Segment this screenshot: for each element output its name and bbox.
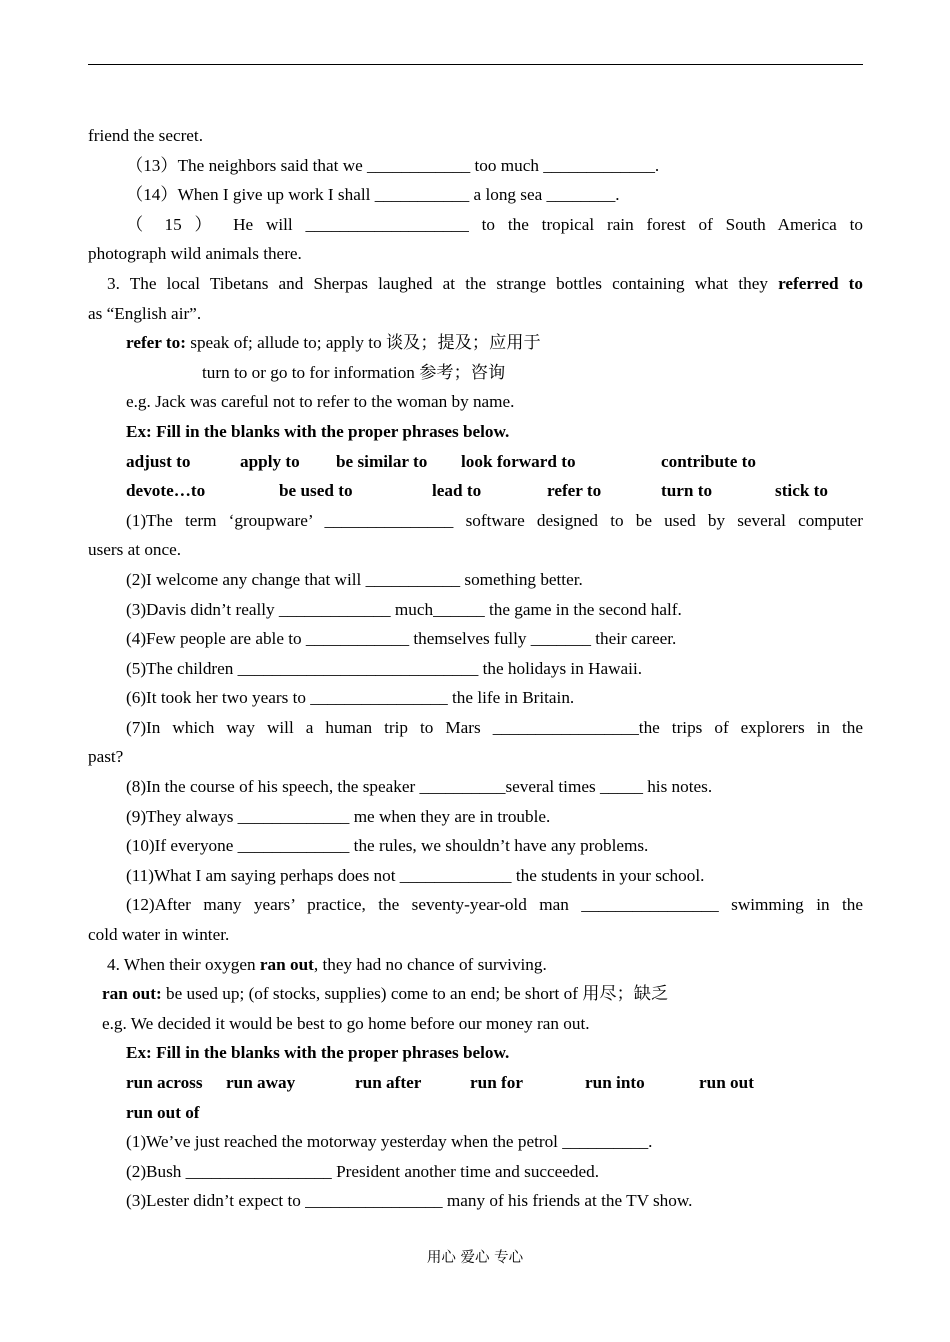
definition-refer-to: refer to: speak of; allude to; apply to 谈及；提及；应用于 — [126, 333, 541, 353]
exercise-item-2: (2)I welcome any change that will ___________ something better. — [126, 569, 583, 589]
phrase: run after — [355, 1073, 422, 1092]
exercise-item-9: (9)They always _____________ me when they are in trouble. — [126, 806, 551, 826]
definition-refer-to-2: turn to or go to for information 参考；咨询 — [202, 362, 506, 382]
exercise-item-12: (12)After many years’ practice, the seventy-year-old man ________________ swimming in the — [126, 895, 863, 915]
phrase: be used to — [279, 481, 353, 501]
phrase-row-1 — [88, 1068, 863, 1098]
section-3-intro-cont: as “English air”. — [88, 303, 202, 323]
phrase: run out — [699, 1073, 754, 1092]
page-footer: 用心 爱心 专心 — [426, 1250, 524, 1266]
text-line: friend the secret. — [88, 126, 204, 145]
phrase: stick to — [775, 481, 828, 501]
phrase: contribute to — [661, 451, 756, 471]
phrase: devote…to — [126, 481, 206, 501]
header-rule — [88, 64, 863, 65]
exercise-title: Ex: Fill in the blanks with the proper phrases below. — [126, 421, 510, 441]
example-sentence: e.g. We decided it would be best to go home before our money ran out. — [102, 1013, 590, 1033]
phrase-row-2 — [88, 1098, 863, 1128]
phrase-row-1 — [88, 447, 863, 477]
exercise-item-11: (11)What I am saying perhaps does not _____________ the students in your school. — [126, 865, 705, 885]
exercise-item-1: (1)We’ve just reached the motorway yesterday when the petrol __________. — [126, 1132, 653, 1152]
section-4-intro: 4. When their oxygen ran out, they had no chance of surviving. — [107, 954, 547, 974]
phrase: look forward to — [461, 451, 576, 471]
exercise-item-1-cont: users at once. — [88, 540, 182, 560]
example-sentence: e.g. Jack was careful not to refer to the woman by name. — [126, 392, 515, 412]
exercise-item-12-cont: cold water in winter. — [88, 925, 230, 945]
phrase: run for — [470, 1073, 523, 1092]
question-15-cont: photograph wild animals there. — [88, 244, 302, 264]
question-15: （ 15 ） He will ___________________ to the tropical rain forest of South America to — [126, 214, 863, 234]
exercise-item-3: (3)Davis didn’t really _____________ much______ the game in the second half. — [126, 599, 682, 619]
exercise-item-1: (1)The term ‘groupware’ _______________ software designed to be used by several computer — [126, 510, 863, 530]
phrase: apply to — [240, 451, 300, 471]
exercise-title: Ex: Fill in the blanks with the proper phrases below. — [126, 1043, 510, 1063]
exercise-item-6: (6)It took her two years to ________________ the life in Britain. — [126, 688, 575, 708]
phrase: refer to — [547, 481, 602, 501]
exercise-item-8: (8)In the course of his speech, the speaker __________several times _____ his notes. — [126, 777, 713, 797]
exercise-item-7: (7)In which way will a human trip to Mars _________________the trips of explorers in the — [126, 717, 863, 737]
definition-ran-out: ran out: be used up; (of stocks, supplies) come to an end; be short of 用尽；缺乏 — [102, 984, 669, 1004]
phrase: run across — [126, 1073, 203, 1092]
phrase: run away — [226, 1073, 296, 1092]
document-body — [88, 121, 863, 1216]
phrase: turn to — [661, 481, 713, 501]
phrase: lead to — [432, 481, 482, 501]
question-14: （14）When I give up work I shall ___________ a long sea ________. — [126, 185, 620, 205]
exercise-item-2: (2)Bush _________________ President another time and succeeded. — [126, 1161, 600, 1181]
phrase: adjust to — [126, 451, 191, 471]
exercise-item-7-cont: past? — [88, 747, 124, 767]
phrase: be similar to — [336, 451, 428, 471]
phrase: run out of — [126, 1102, 200, 1122]
phrase-row-2 — [88, 476, 863, 506]
phrase: run into — [585, 1073, 645, 1092]
exercise-item-10: (10)If everyone _____________ the rules, we shouldn’t have any problems. — [126, 836, 649, 856]
exercise-item-4: (4)Few people are able to ____________ themselves fully _______ their career. — [126, 629, 677, 649]
question-13: （13）The neighbors said that we ____________ too much _____________. — [126, 155, 660, 175]
exercise-item-5: (5)The children ____________________________ the holidays in Hawaii. — [126, 658, 643, 678]
section-3-intro: 3. The local Tibetans and Sherpas laughed at the strange bottles containing what they referred to — [107, 273, 863, 293]
exercise-item-3: (3)Lester didn’t expect to ________________ many of his friends at the TV show. — [126, 1191, 693, 1211]
